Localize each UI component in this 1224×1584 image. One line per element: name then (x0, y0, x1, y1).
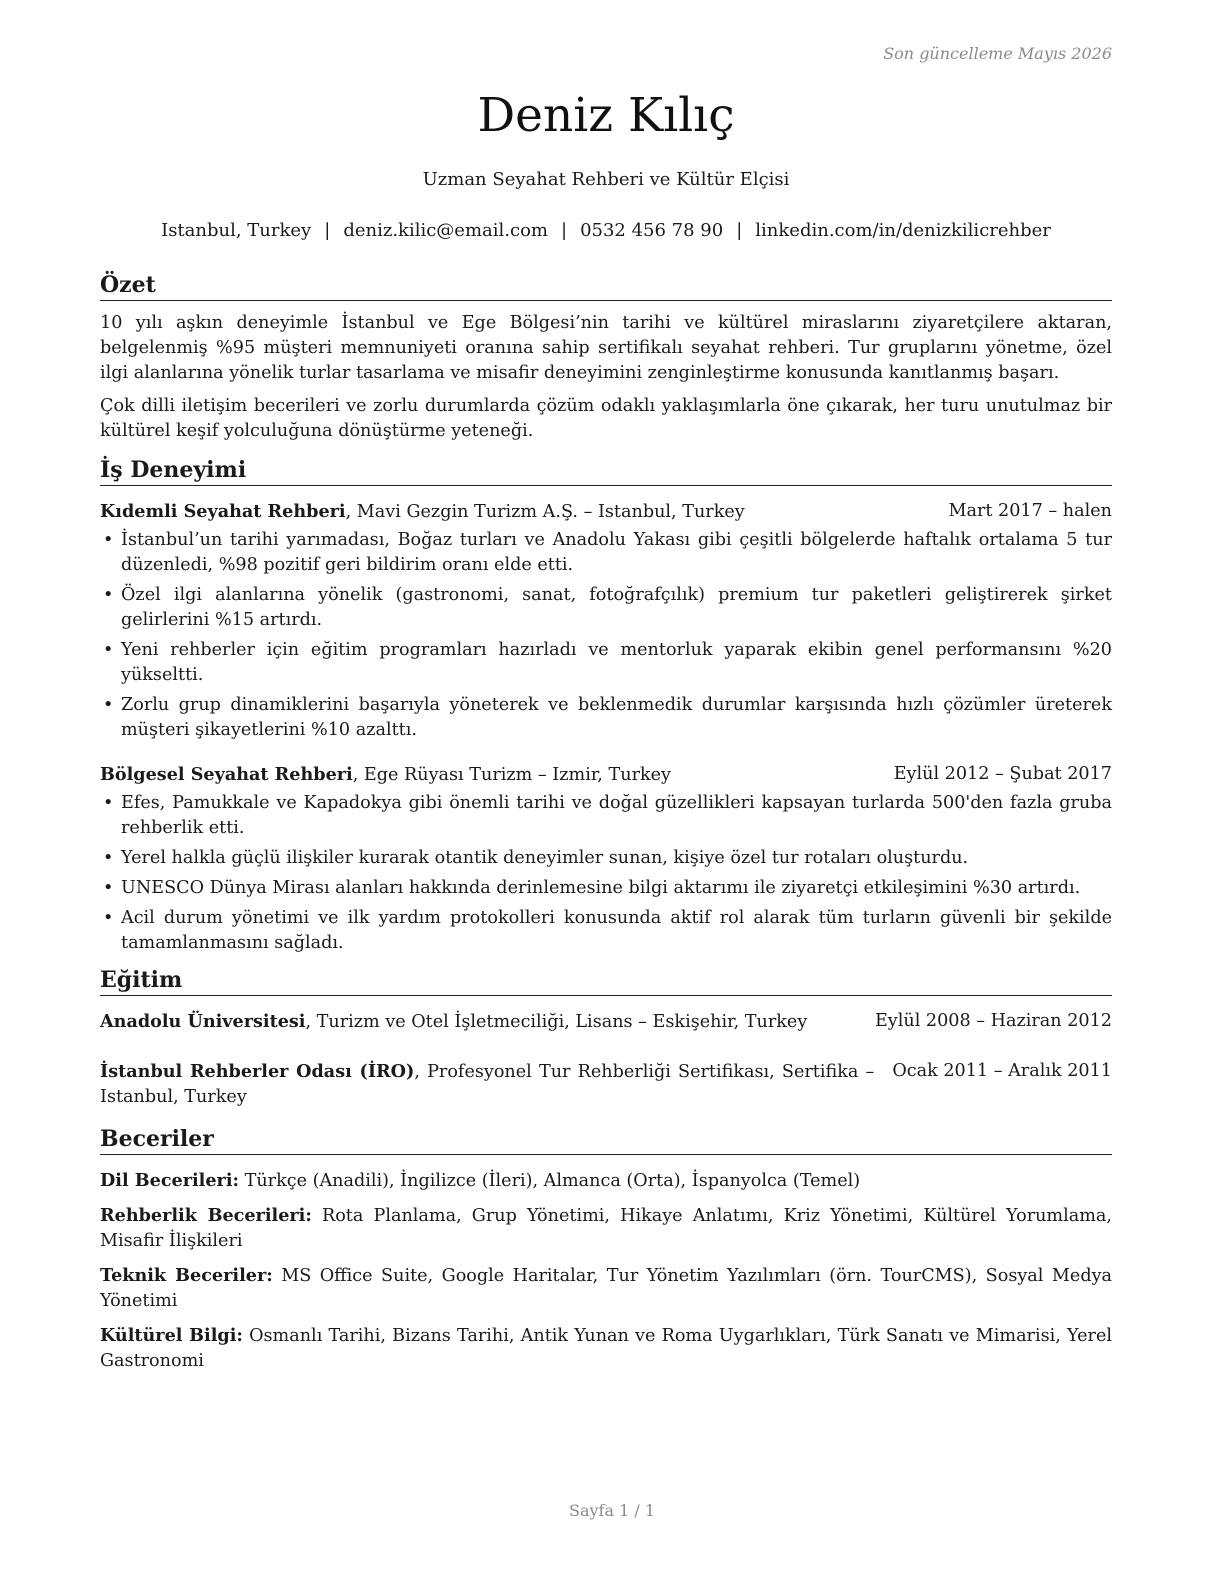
skill-value: MS Office Suite, Google Haritalar, Tur Yönetim Yazılımları (örn. TourCMS), Sosyal Medya Yönetimi (100, 1266, 1113, 1311)
summary-paragraph: 10 yılı aşkın deneyimle İstanbul ve Ege Bölgesi’nin tarihi ve kültürel miraslarını ziyaretçilere aktaran, belgelenmiş %95 müşteri memnuniyeti oranına sahip sertifikalı seyahat rehberi. Tur gruplarını yönetme, özel ilgi alanlarına yönelik turlar tasarlama ve misafir deneyimini zenginleştirme konusunda kanıtlanmış başarı. (100, 313, 1112, 383)
job-bullet: • Efes, Pamukkale ve Kapadokya gibi önemli tarihi ve doğal güzellikleri kapsayan turlarda 500'den fazla gruba rehberlik etti. (100, 791, 1112, 841)
contact-separator: | (560, 220, 568, 241)
job-role: Bölgesel Seyahat Rehberi (100, 764, 353, 785)
job-bullets (100, 791, 1112, 956)
section-heading-skills: Beceriler (100, 1125, 1112, 1155)
education-detail: , Profesyonel Tur Rehberliği Sertifikası, Sertifika – Istanbul, Turkey (100, 1062, 875, 1107)
job-dates: Eylül 2012 – Şubat 2017 (893, 764, 1112, 784)
education-detail: , Turizm ve Otel İşletmeciliği, Lisans – Eskişehir, Turkey (305, 1012, 808, 1032)
summary-paragraph: Çok dilli iletişim becerileri ve zorlu durumlarda çözüm odaklı yaklaşımlarla öne çıkarak, her turu unutulmaz bir kültürel keşif yolculuğuna dönüştürme yeteneği. (100, 396, 1112, 441)
education-item (100, 1059, 1112, 1110)
contact-separator: | (736, 220, 743, 241)
job-organization: , Ege Rüyası Turizm – Izmir, Turkey (352, 765, 671, 785)
skill-line (100, 1263, 1112, 1314)
job-bullet: • Yerel halkla güçlü ilişkiler kurarak otantik deneyimler sunan, kişiye özel tur rotaları oluşturdu. (100, 846, 1112, 871)
job-bullet: • Acil durum yönetimi ve ilk yardım protokolleri konusunda aktif rol alarak tüm turların güvenli bir şekilde tamamlanmasını sağladı. (100, 906, 1112, 956)
skill-value: Rota Planlama, Grup Yönetimi, Hikaye Anlatımı, Kriz Yönetimi, Kültürel Yorumlama, Misafir İlişkileri (100, 1206, 1112, 1251)
job-bullet: • Özel ilgi alanlarına yönelik (gastronomi, sanat, fotoğrafçılık) premium tur paketleri geliştirerek şirket gelirlerini %15 artırdı. (100, 583, 1112, 633)
contact-phone: 0532 456 78 90 (580, 220, 724, 241)
education-dates: Eylül 2008 – Haziran 2012 (874, 1011, 1112, 1031)
job-bullet: • Yeni rehberler için eğitim programları hazırladı ve mentorluk yaparak ekibin genel performansını %20 yükseltti. (100, 638, 1112, 688)
skill-label: Dil Becerileri: (100, 1170, 239, 1191)
job-role: Kıdemli Seyahat Rehberi (100, 501, 346, 522)
skill-line (100, 1203, 1112, 1254)
skill-label: Teknik Beceriler: (100, 1265, 273, 1286)
section-heading-summary: Özet (100, 271, 1112, 301)
job-bullet: • UNESCO Dünya Mirası alanları hakkında derinlemesine bilgi aktarımı ile ziyaretçi etkileşimini %30 artırdı. (100, 876, 1112, 901)
contact-email[interactable]: deniz.kilic@email.com (343, 220, 548, 241)
skill-label: Rehberlik Becerileri: (100, 1205, 312, 1226)
page-number: Sayfa 1 / 1 (568, 1501, 655, 1520)
candidate-name: Deniz Kılıç (477, 88, 735, 143)
contact-line (100, 219, 1112, 243)
education-institution: Anadolu Üniversitesi (100, 1011, 306, 1032)
skill-value: Türkçe (Anadili), İngilizce (İleri), Almanca (Orta), İspanyolca (Temel) (239, 1171, 861, 1191)
job-organization: , Mavi Gezgin Turizm A.Ş. – Istanbul, Turkey (345, 502, 745, 522)
job-header (100, 499, 1112, 525)
contact-linkedin[interactable]: linkedin.com/in/denizkilicrehber (755, 220, 1051, 241)
job-dates: Mart 2017 – halen (948, 501, 1112, 521)
resume-content (100, 271, 1112, 1383)
section-heading-experience: İş Deneyimi (100, 456, 1112, 486)
skill-label: Kültürel Bilgi: (100, 1325, 243, 1346)
education-item (100, 1009, 1112, 1035)
education-institution: İstanbul Rehberler Odası (İRO) (100, 1061, 415, 1082)
skill-value: Osmanlı Tarihi, Bizans Tarihi, Antik Yunan ve Roma Uygarlıkları, Türk Sanatı ve Mimarisi, Yerel Gastronomi (100, 1326, 1112, 1371)
contact-location: Istanbul, Turkey (161, 220, 312, 241)
job-bullets (100, 528, 1112, 743)
job-bullet: • İstanbul’un tarihi yarımadası, Boğaz turları ve Anadolu Yakası gibi çeşitli bölgelerde haftalık ortalama 5 tur düzenledi, %98 pozitif geri bildirim oranı elde etti. (100, 528, 1112, 578)
candidate-title: Uzman Seyahat Rehberi ve Kültür Elçisi (422, 169, 790, 190)
skill-line (100, 1168, 1112, 1194)
education-dates: Ocak 2011 – Aralık 2011 (892, 1061, 1112, 1081)
skill-line (100, 1323, 1112, 1374)
last-updated-note: Son güncelleme Mayıs 2026 (883, 44, 1112, 63)
job-bullet: • Zorlu grup dinamiklerini başarıyla yöneterek ve beklenmedik durumlar karşısında hızlı çözümler üreterek müşteri şikayetlerini %10 azalttı. (100, 693, 1112, 743)
job-header (100, 762, 1112, 788)
section-heading-education: Eğitim (100, 966, 1112, 996)
contact-separator: | (324, 220, 331, 241)
